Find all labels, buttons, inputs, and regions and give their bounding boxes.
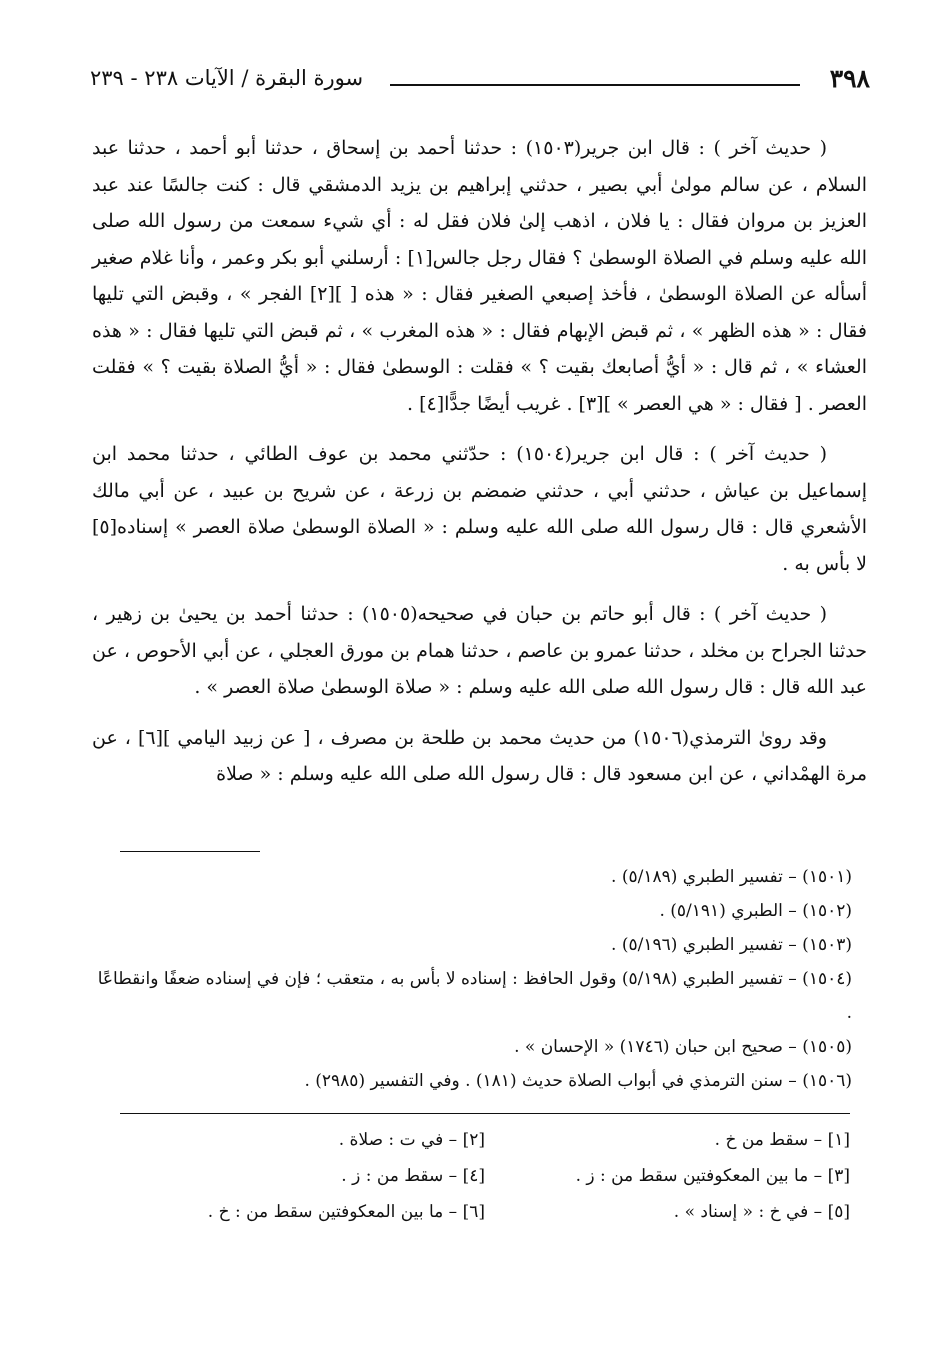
variant-note: [٦] – ما بين المعكوفتين سقط من : خ .	[207, 1202, 485, 1222]
running-title: سورة البقرة / الآيات ٢٣٨ - ٢٣٩	[90, 66, 364, 90]
paragraph-text: ( حديث آخر ) : قال ابن جرير(١٥٠٣) : حدثنا أحمد بن إسحاق ، حدثنا أبو أحمد ، حدثنا عبد السلام ، عن سالم مولىٰ أبي بصير ، حدثني إبراهيم بن يزيد الدمشقي قال : كنت جالسًا عند عبد العزيز بن مروان فقال : يا فلان ، اذهب إلىٰ فلان فقل له : أي شيء سمعت من رسول الله صلى الله عليه وسلم في الصلاة الوسطىٰ ؟ فقال رجل جالس[١] : أرسلني أبو بكر وعمر ، وأنا غلام صغير أسأله عن الصلاة الوسطىٰ ، فأخذ إصبعي الصغير فقال : « هذه [ ][٢] الفجر » ، وقبض التي تليها فقال : « هذه الظهر » ، ثم قبض الإبهام فقال : « هذه المغرب » ، ثم قبض التي تليها فقال : « هذه العشاء » ، ثم قال : « أيُّ أصابعك بقيت ؟ » فقلت : الوسطىٰ فقال : « أيُّ الصلاة بقيت ؟ » فقلت العصر . [ فقال : « هي العصر » ][٣] . غريب أيضًا جدًّا[٤] .	[92, 137, 867, 415]
variants-separator	[120, 1113, 850, 1114]
variant-row	[120, 1122, 850, 1158]
footnote: (١٥٠٤) – تفسير الطبري (٥/١٩٨) وقول الحافظ : إسناده لا بأس به ، متعقب ؛ فإن في إسناده ضعفًا وانقطاعًا .	[97, 969, 852, 1023]
footnote: (١٥٠٦) – سنن الترمذي في أبواب الصلاة حديث (١٨١) . وفي التفسير (٢٩٨٥) .	[304, 1071, 852, 1091]
footnote: (١٥٠٣) – تفسير الطبري (٥/١٩٦) .	[611, 935, 852, 955]
variant-note: [٥] – في خ : « إسناد » .	[673, 1202, 850, 1222]
variant-note: [٤] – سقط من : ز .	[341, 1166, 485, 1186]
variant-note: [٢] – في ت : صلاة .	[338, 1130, 485, 1150]
variant-note: [٣] – ما بين المعكوفتين سقط من : ز .	[575, 1166, 850, 1186]
variant-row	[120, 1194, 850, 1230]
manuscript-variants	[120, 1122, 850, 1230]
footnotes	[92, 860, 852, 1098]
main-text	[92, 130, 867, 807]
footnote: (١٥٠١) – تفسير الطبري (٥/١٨٩) .	[611, 867, 852, 887]
paragraph	[92, 720, 867, 793]
variant-note: [١] – سقط من خ .	[714, 1130, 850, 1150]
paragraph	[92, 436, 867, 582]
variant-row	[120, 1158, 850, 1194]
footnote: (١٥٠٢) – الطبري (٥/١٩١) .	[659, 901, 852, 921]
paragraph-text: ( حديث آخر ) : قال أبو حاتم بن حبان في صحيحه(١٥٠٥) : حدثنا أحمد بن يحيىٰ بن زهير ، حدثنا الجراح بن مخلد ، حدثنا عمرو بن عاصم ، حدثنا همام بن مورق العجلي ، عن أبي الأحوص ، عن عبد الله قال : قال رسول الله صلى الله عليه وسلم : « صلاة الوسطىٰ صلاة العصر » .	[92, 603, 867, 698]
page-number: ٣٩٨	[829, 64, 870, 93]
paragraph-text: وقد روىٰ الترمذي(١٥٠٦) من حديث محمد بن طلحة بن مصرف ، [ عن زبيد اليامي ][٦] ، عن مرة الهمْداني ، عن ابن مسعود قال : قال رسول الله صلى الله عليه وسلم : « صلاة	[92, 726, 867, 785]
footnote-separator	[120, 851, 260, 852]
footnote: (١٥٠٥) – صحيح ابن حبان (١٧٤٦) « الإحسان » .	[514, 1037, 852, 1057]
paragraph	[92, 130, 867, 422]
page-header	[90, 60, 870, 100]
paragraph-text: ( حديث آخر ) : قال ابن جرير(١٥٠٤) : حدّثني محمد بن عوف الطائي ، حدثنا محمد ابن إسماعيل بن عياش ، حدثني أبي ، حدثني ضمضم بن زرعة ، عن شريح بن عبيد ، عن أبي مالك الأشعري قال : قال رسول الله صلى الله عليه وسلم : « الصلاة الوسطىٰ صلاة العصر » إسناده[٥] لا بأس به .	[92, 443, 867, 575]
paragraph	[92, 596, 867, 706]
header-rule	[390, 84, 800, 86]
